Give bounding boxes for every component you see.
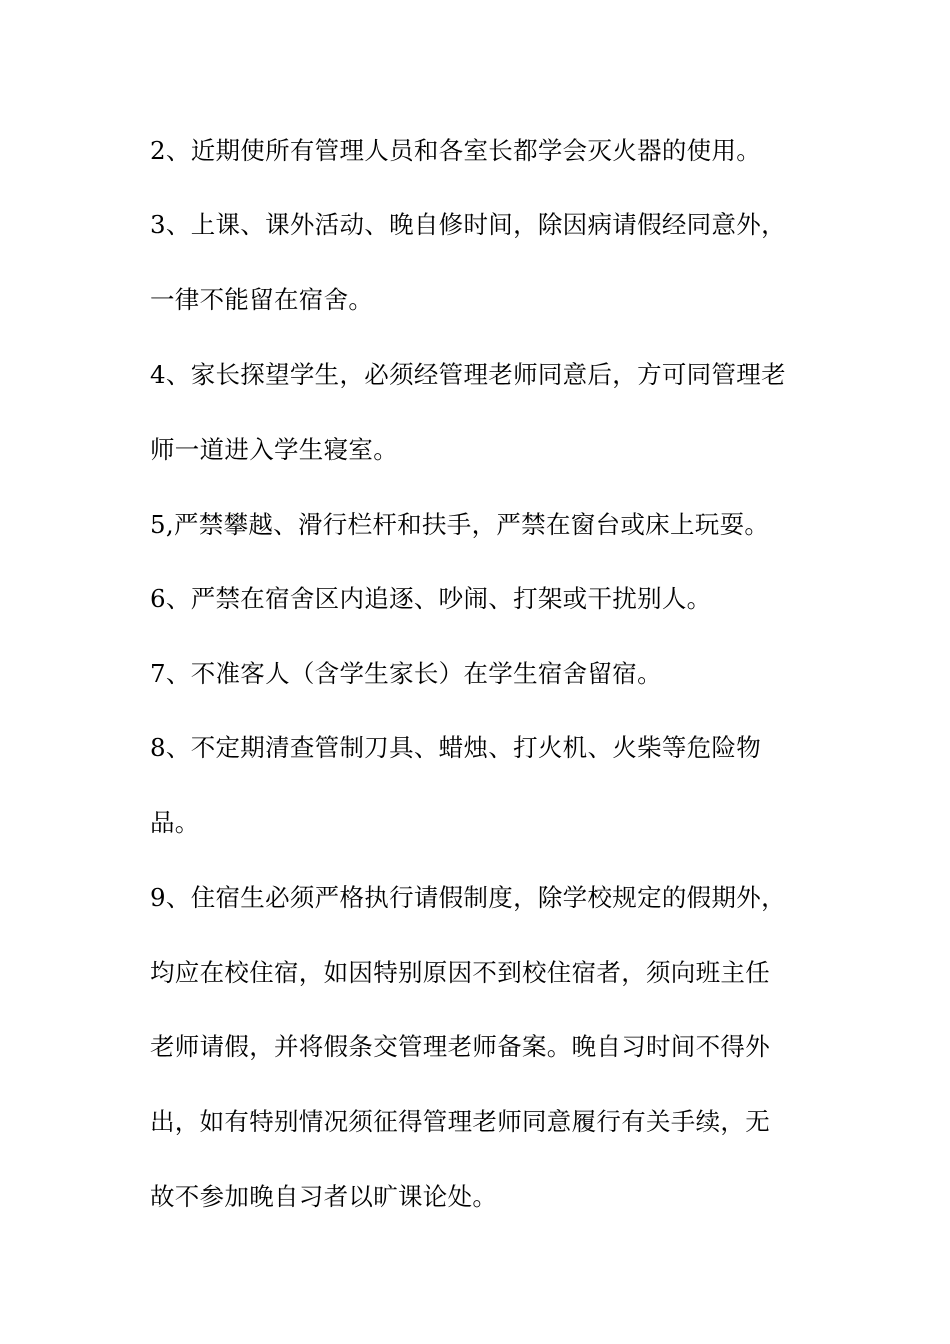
text-line-8: 7、不准客人（含学生家长）在学生宿舍留宿。 xyxy=(150,659,662,688)
text-line-5: 师一道进入学生寝室。 xyxy=(150,435,398,464)
text-line-6: 5,严禁攀越、滑行栏杆和扶手，严禁在窗台或床上玩耍。 xyxy=(150,510,770,539)
text-line-3: 一律不能留在宿舍。 xyxy=(150,285,374,314)
text-line-12: 均应在校住宿，如因特别原因不到校住宿者，须向班主任 xyxy=(150,958,770,987)
text-line-9: 8、不定期清查管制刀具、蜡烛、打火机、火柴等危险物 xyxy=(150,733,762,762)
text-line-11: 9、住宿生必须严格执行请假制度，除学校规定的假期外， xyxy=(150,883,786,912)
text-line-7: 6、严禁在宿舍区内追逐、吵闹、打架或干扰别人。 xyxy=(150,584,712,613)
text-line-10: 品。 xyxy=(150,808,200,837)
text-line-14: 出，如有特别情况须征得管理老师同意履行有关手续，无 xyxy=(150,1107,770,1136)
text-line-15: 故不参加晚自习者以旷课论处。 xyxy=(150,1182,498,1211)
text-line-4: 4、家长探望学生，必须经管理老师同意后，方可同管理老 xyxy=(150,360,786,389)
text-line-13: 老师请假，并将假条交管理老师备案。晚自习时间不得外 xyxy=(150,1032,770,1061)
text-line-2: 3、上课、课外活动、晚自修时间，除因病请假经同意外， xyxy=(150,210,786,239)
text-line-1: 2、近期使所有管理人员和各室长都学会灭火器的使用。 xyxy=(150,136,762,165)
